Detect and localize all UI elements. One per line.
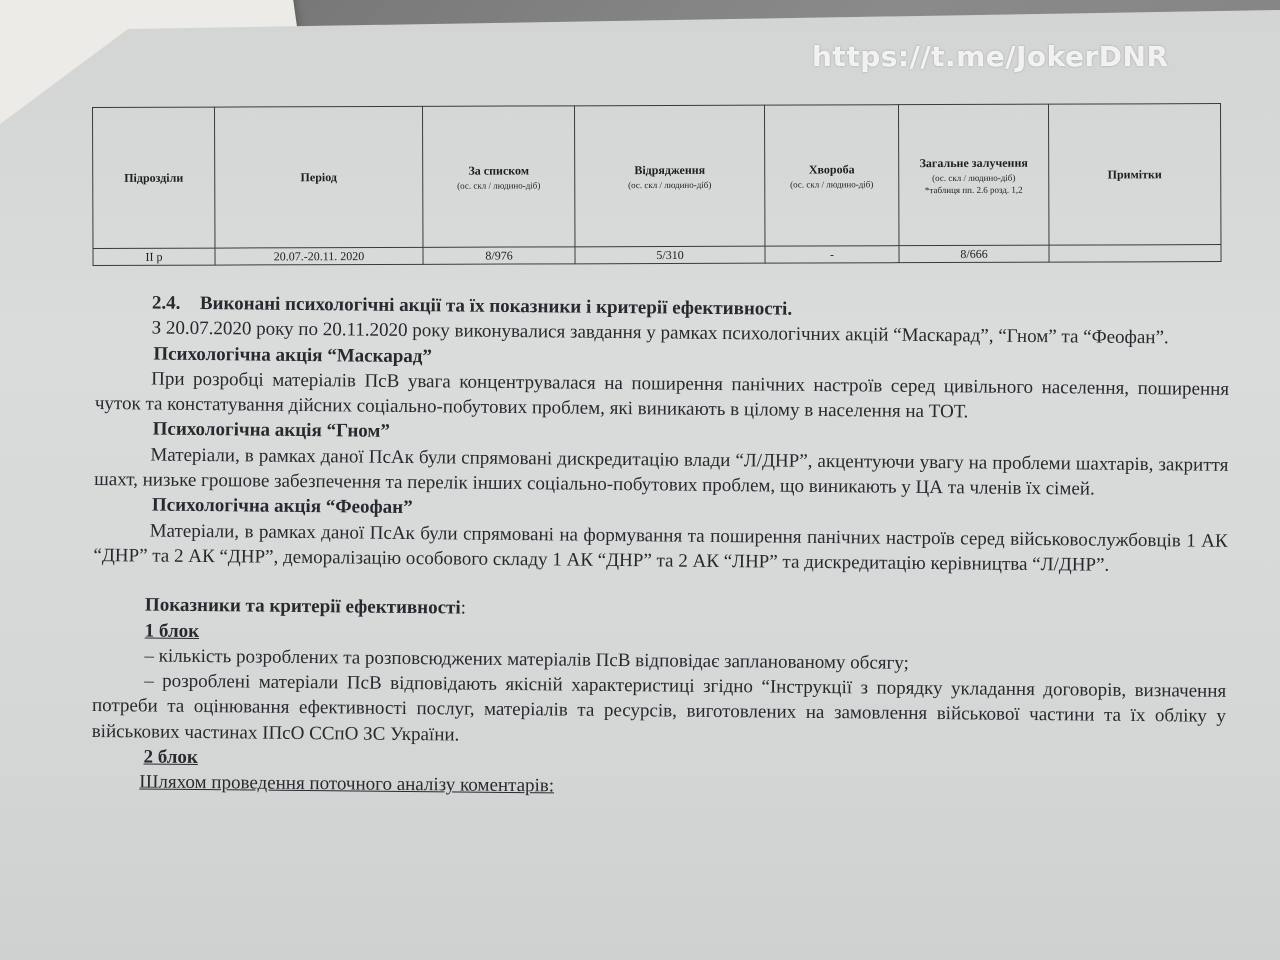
section-intro: З 20.07.2020 року по 20.11.2020 року виконувалися завдання у рамках психологічних акцій “Маскарад”, “Гном” та “Феофан”. [151, 317, 1169, 349]
cell-period: 20.07.-20.11. 2020 [215, 247, 423, 265]
document-body [91, 290, 1230, 806]
cell-illness: - [765, 246, 899, 263]
action-title-gnom: Психологічна акція “Гном” [152, 419, 391, 443]
header-units: Підрозділи [93, 107, 215, 248]
cell-roster: 8/976 [423, 247, 575, 265]
header-roster: За списком (ос. скл / людино-діб) [422, 106, 574, 248]
criteria-heading: Показники та критерії ефективності: [144, 594, 467, 619]
list-item: – кількість розроблених та розповсюджених матеріалів ПсВ відповідає запланованому обсягу; [144, 645, 909, 674]
header-business-trip: Відрядження (ос. скл / людино-діб) [574, 105, 764, 247]
header-notes: Примітки [1048, 104, 1220, 246]
list-item: – розроблені матеріали ПсВ відповідають якісній характеристиці згідно “Інструкції з порядку укладання договорів, визначення потреби та оцінювання ефективності послуг, матеріалів та ресурсів, виготовлених на замовлення військової частини та їх обліку у військових частинах ІПсО ССпО ЗС України. [91, 670, 1227, 746]
action-title-maskarad: Психологічна акція “Маскарад” [153, 343, 433, 367]
watermark: https://t.me/JokerDNR [812, 40, 1169, 73]
action-text-feofan: Матеріали, в рамках даної ПсАк були спрямовані на формування та поширення панічних настроїв серед військовослужбовців 1 АК “ДНР” та 2 АК “ДНР”, деморалізацію особового складу 1 АК “ДНР” та 2 АК “ЛНР” та дискредитацію керівництва “Л/ДНР”. [93, 520, 1228, 576]
cell-unit: ІІ р [93, 248, 215, 265]
action-text-maskarad: При розробці матеріалів ПсВ увага концентрувалася на поширення панічних настроїв серед цивільного населення, поширення чуток та констатування дійсних соціально-побутових проблем, які виникають в цілому в населення на ТОТ. [94, 368, 1230, 423]
table-header-row [93, 104, 1221, 249]
block2-title: 2 блок [143, 746, 199, 769]
header-illness: Хвороба (ос. скл / людино-діб) [764, 105, 898, 246]
block1-title: 1 блок [144, 620, 200, 642]
section-heading: 2.4. Виконані психологічні акції та їх показники і критерії ефективності. [151, 292, 793, 320]
action-text-gnom: Матеріали, в рамках даної ПсАк були спрямовані дискредитацію влади “Л/ДНР”, акцентуючи увагу на проблеми шахтарів, закриття шахт, низьке грошове забезпечення та перелік інших соціально-побутових проблем, що виникають у ЦА та членів їх сімей. [94, 444, 1229, 500]
header-period: Період [215, 106, 423, 248]
personnel-table [92, 103, 1222, 266]
cell-notes [1049, 245, 1221, 263]
block2-line: Шляхом проведення поточного аналізу коментарів: [139, 771, 555, 797]
table-row [93, 245, 1221, 266]
action-title-feofan: Психологічна акція “Феофан” [151, 494, 413, 519]
header-total-involvement: Загальне залучення (ос. скл / людино-діб) *таблиця пп. 2.6 розд. 1,2 [898, 104, 1048, 246]
cell-business-trip: 5/310 [575, 246, 765, 264]
cell-total-involvement: 8/666 [899, 245, 1049, 263]
